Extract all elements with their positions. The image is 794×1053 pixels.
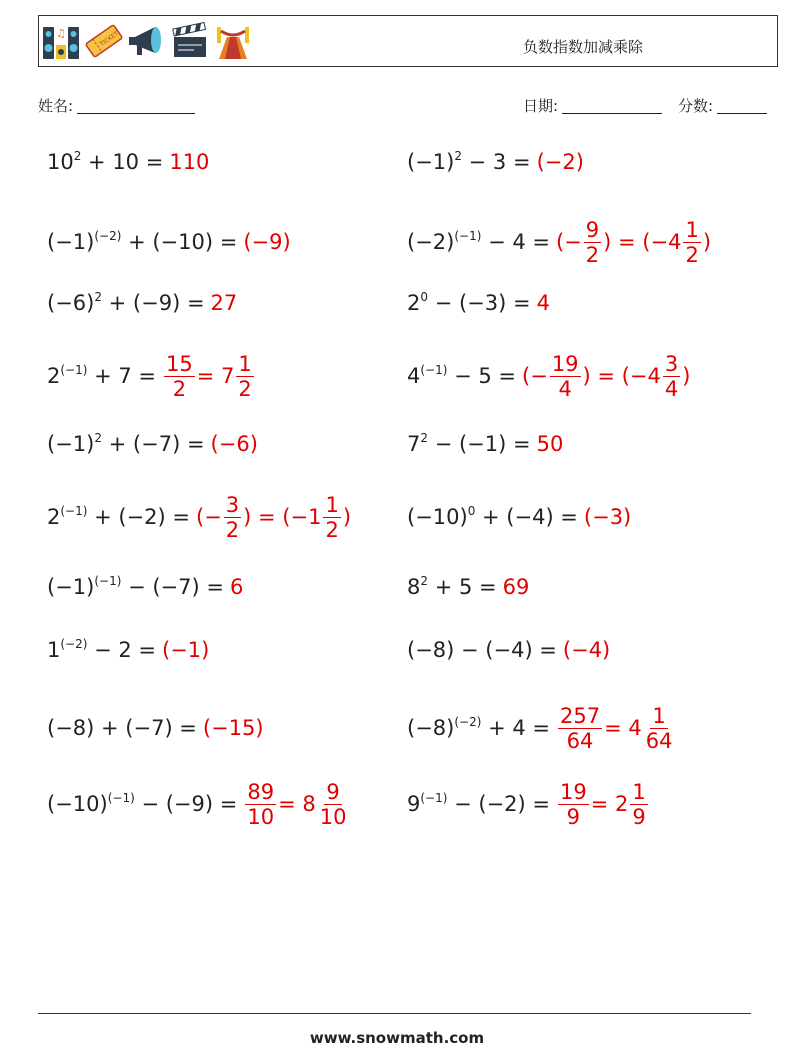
problem-answer: 69 bbox=[502, 575, 530, 599]
problem-expression: $2^{(-1)} + 7$ = bbox=[47, 363, 157, 388]
problem-answer: $\frac{19}{9}$ = 2 $\frac{1}{9}$ bbox=[560, 779, 646, 829]
fraction: $\frac{9}{2}$ bbox=[585, 217, 600, 267]
problem-expression: $(-2)^{(-1)} - 4$ = bbox=[407, 229, 550, 254]
footer-url: www.snowmath.com bbox=[309, 1029, 485, 1047]
fraction: $\frac{89}{10}$ bbox=[247, 779, 275, 829]
problem-expression: $2^{(-1)} + (-2)$ = bbox=[47, 504, 190, 529]
score-field bbox=[678, 95, 767, 116]
problem-answer: (−4) bbox=[562, 638, 611, 662]
problem-expression: $10^2 + 10$ = bbox=[47, 149, 164, 174]
problem-expression: $2^0 - (-3)$ = bbox=[407, 290, 531, 315]
speakers-icon bbox=[41, 21, 81, 61]
megaphone-icon bbox=[127, 21, 167, 61]
date-field bbox=[523, 95, 662, 116]
problem-17 bbox=[47, 693, 264, 763]
problem-expression: $(-10)^0 + (-4)$ = bbox=[407, 504, 578, 529]
problem-answer: 6 bbox=[229, 575, 244, 599]
problem-answer: (− $\frac{9}{2}$ ) = (−4 $\frac{1}{2}$ ) bbox=[555, 217, 712, 267]
problem-13 bbox=[47, 552, 243, 622]
score-line bbox=[717, 113, 767, 114]
svg-text:♫: ♫ bbox=[56, 27, 66, 40]
score-label: 分数: bbox=[678, 97, 714, 115]
fraction: $\frac{19}{4}$ bbox=[551, 351, 579, 401]
fraction: $\frac{257}{64}$ bbox=[559, 703, 601, 753]
problem-2 bbox=[407, 127, 584, 197]
problem-8 bbox=[407, 341, 690, 411]
name-field bbox=[38, 95, 195, 116]
fraction: $\frac{1}{9}$ bbox=[632, 779, 646, 829]
problem-expression: $(-8)^{(-2)} + 4$ = bbox=[407, 715, 550, 740]
svg-text:TICKET: TICKET bbox=[98, 30, 120, 48]
fraction: $\frac{1}{2}$ bbox=[325, 492, 339, 542]
problem-3 bbox=[47, 207, 291, 277]
problem-answer: (−2) bbox=[536, 150, 584, 174]
fraction: $\frac{1}{64}$ bbox=[645, 703, 673, 753]
problem-expression: $(-1)^2 - 3$ = bbox=[407, 149, 531, 174]
problem-answer: (− $\frac{19}{4}$ ) = (−4 $\frac{3}{4}$ ) bbox=[522, 351, 691, 401]
problem-expression: $8^2 + 5$ = bbox=[407, 574, 497, 599]
header-icons bbox=[41, 21, 253, 61]
problem-5 bbox=[47, 268, 237, 338]
problem-answer: $\frac{89}{10}$ = 8 $\frac{9}{10}$ bbox=[247, 779, 347, 829]
problem-answer: (−3) bbox=[583, 505, 632, 529]
date-label: 日期: bbox=[523, 97, 559, 115]
problem-16 bbox=[407, 615, 610, 685]
problem-20 bbox=[407, 769, 650, 839]
problem-11 bbox=[47, 482, 351, 552]
problem-answer: $\frac{257}{64}$ = 4 $\frac{1}{64}$ bbox=[559, 703, 673, 753]
problem-1 bbox=[47, 127, 209, 197]
problem-answer: (−1) bbox=[162, 638, 210, 662]
clapperboard-icon bbox=[170, 21, 210, 61]
problem-answer: 110 bbox=[169, 150, 210, 174]
problem-14 bbox=[407, 552, 529, 622]
problem-expression: (−8) − (−4) = bbox=[407, 638, 557, 662]
name-line bbox=[77, 113, 195, 114]
problem-6 bbox=[407, 268, 550, 338]
problem-answer: 4 bbox=[536, 291, 550, 315]
problem-expression: $9^{(-1)} - (-2)$ = bbox=[407, 791, 550, 816]
problem-10 bbox=[407, 409, 563, 479]
fraction: $\frac{3}{2}$ bbox=[225, 492, 240, 542]
problem-answer: 50 bbox=[536, 432, 564, 456]
date-line bbox=[562, 113, 662, 114]
problem-expression: $(-1)^{(-1)} - (-7)$ = bbox=[47, 574, 224, 599]
problem-expression: $1^{(-2)} - 2$ = bbox=[47, 637, 157, 662]
problem-expression: $(-10)^{(-1)} - (-9)$ = bbox=[47, 791, 238, 816]
problem-4 bbox=[407, 207, 711, 277]
problem-answer: (−15) bbox=[202, 716, 264, 740]
fraction: $\frac{1}{2}$ bbox=[685, 217, 699, 267]
header-box bbox=[38, 15, 778, 67]
problem-answer: (−9) bbox=[243, 230, 291, 254]
worksheet-title: 负数指数加减乘除 bbox=[523, 38, 644, 56]
problem-expression: $(-1)^{(-2)} + (-10)$ = bbox=[47, 229, 238, 254]
problem-expression: (−8) + (−7) = bbox=[47, 716, 197, 740]
ticket-icon bbox=[84, 21, 124, 61]
fraction: $\frac{15}{2}$ bbox=[166, 351, 193, 401]
problem-answer: 27 bbox=[210, 291, 238, 315]
fraction: $\frac{3}{4}$ bbox=[664, 351, 679, 401]
problem-19 bbox=[47, 769, 350, 839]
problem-answer: $\frac{15}{2}$ = 7 $\frac{1}{2}$ bbox=[166, 351, 252, 401]
problem-answer: (− $\frac{3}{2}$ ) = (−1 $\frac{1}{2}$ ) bbox=[196, 492, 352, 542]
red-carpet-icon bbox=[213, 21, 253, 61]
problem-9 bbox=[47, 409, 258, 479]
fraction: $\frac{1}{2}$ bbox=[238, 351, 252, 401]
problem-15 bbox=[47, 615, 209, 685]
problem-18 bbox=[407, 693, 676, 763]
fraction: $\frac{9}{10}$ bbox=[319, 779, 347, 829]
problem-expression: $4^{(-1)} - 5$ = bbox=[407, 363, 517, 388]
problem-expression: $(-1)^2 + (-7)$ = bbox=[47, 431, 205, 456]
name-label: 姓名: bbox=[38, 97, 74, 115]
problem-expression: $7^2 - (-1)$ = bbox=[407, 431, 531, 456]
problem-expression: $(-6)^2 + (-9)$ = bbox=[47, 290, 205, 315]
footer-divider bbox=[38, 1013, 751, 1014]
problem-7 bbox=[47, 341, 256, 411]
fraction: $\frac{19}{9}$ bbox=[560, 779, 587, 829]
problem-12 bbox=[407, 482, 631, 552]
problem-answer: (−6) bbox=[210, 432, 258, 456]
